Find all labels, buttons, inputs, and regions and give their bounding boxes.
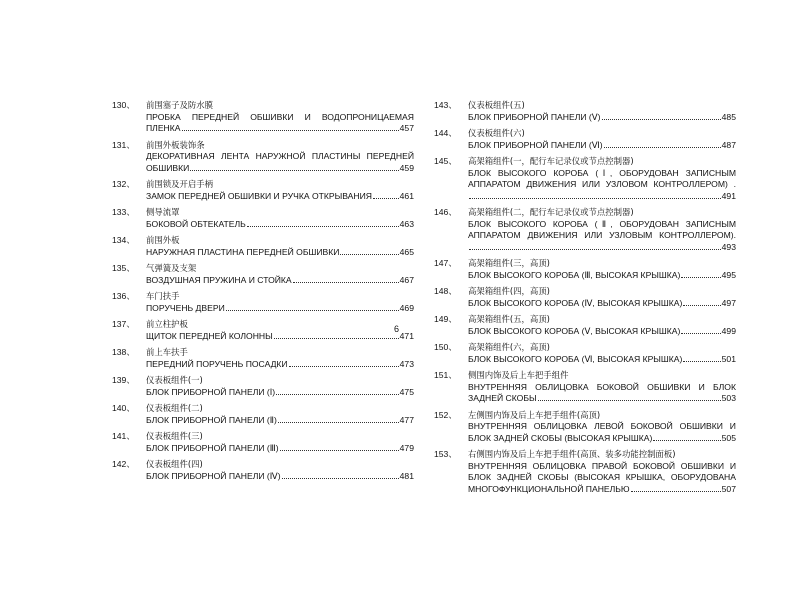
entry-leader-line [468, 112, 736, 124]
entry-leader-line [146, 387, 414, 399]
entry-number: 144、 [434, 128, 457, 138]
entry-leader-line [468, 140, 736, 152]
toc-entry[interactable] [112, 375, 414, 398]
entry-russian-line: ДЕКОРАТИВНАЯ ЛЕНТА НАРУЖНОЙ ПЛАСТИНЫ ПЕРЕДНЕЙ [146, 151, 414, 161]
entry-chinese-title: 前围塞子及防水膜 [146, 100, 213, 110]
entry-russian-title: ЩИТОК ПЕРЕДНЕЙ КОЛОННЫ [146, 330, 273, 341]
entry-russian-line: ВНУТРЕННЯЯ ОБЛИЦОВКА ПРАВОЙ БОКОВОЙ ОБШИВКИ И [468, 460, 736, 471]
dot-leader [683, 354, 720, 362]
entry-page-number: 461 [399, 190, 414, 201]
entry-number: 134、 [112, 235, 135, 245]
entry-page-number: 485 [721, 111, 736, 122]
toc-entry[interactable] [112, 347, 414, 370]
entry-russian-title: ЗАДНЕЙ СКОБЫ [468, 393, 537, 403]
entry-number: 135、 [112, 263, 135, 273]
page-number: 6 [393, 324, 399, 334]
toc-entry[interactable] [112, 431, 414, 454]
entry-chinese-title: 前立柱护板 [146, 319, 188, 329]
toc-entry[interactable] [112, 235, 414, 258]
entry-number: 140、 [112, 403, 135, 413]
toc-entry[interactable] [434, 100, 736, 123]
toc-left-column [112, 100, 414, 487]
entry-page-number: 507 [721, 483, 736, 494]
dot-leader [293, 275, 399, 283]
toc-entry[interactable] [434, 207, 736, 253]
entry-chinese-title: 高架箱组件(五，高顶) [468, 314, 550, 324]
entry-page-number: 505 [721, 432, 736, 443]
toc-entry[interactable] [434, 156, 736, 202]
toc-entry[interactable] [112, 207, 414, 230]
entry-chinese-title: 前围锁及开启手柄 [146, 179, 213, 189]
entry-chinese-title: 侧导流罩 [146, 207, 180, 217]
entry-russian-title: БЛОК ПРИБОРНОЙ ПАНЕЛИ (Ⅴ) [468, 111, 601, 122]
entry-page-number: 465 [399, 246, 414, 257]
entry-russian-line: ВНУТРЕННЯЯ ОБЛИЦОВКА БОКОВОЙ ОБШИВКИ И БЛОК [468, 381, 736, 392]
entry-leader-line [146, 219, 414, 231]
entry-russian-title: ОБШИВКИ [146, 162, 190, 173]
entry-chinese-title: 前围外板装饰条 [146, 139, 205, 150]
entry-number: 149、 [434, 314, 457, 324]
entry-leader-line [468, 393, 736, 405]
entry-chinese-title: 仪表板组件(一) [146, 375, 203, 385]
entry-page-number: 495 [721, 269, 736, 280]
entry-russian-title: БОКОВОЙ ОБТЕКАТЕЛЬ [146, 218, 246, 229]
entry-russian-title: ПЛЕНКА [146, 123, 181, 133]
entry-chinese-title: 仪表板组件(六) [468, 128, 525, 138]
entry-page-number: 469 [399, 302, 414, 313]
dot-leader [276, 387, 398, 395]
entry-russian-line: ПРОБКА ПЕРЕДНЕЙ ОБШИВКИ И ВОДОПРОНИЦАЕМАЯ [146, 111, 414, 122]
entry-russian-title: БЛОК ПРИБОРНОЙ ПАНЕЛИ (Ⅱ) [146, 414, 277, 425]
entry-number: 133、 [112, 207, 135, 217]
entry-number: 139、 [112, 375, 135, 385]
entry-russian-line: БЛОК ВЫСОКОГО КОРОБА (Ⅱ, ОБОРУДОВАН ЗАПИСНЫМ [468, 218, 736, 229]
entry-russian-title: БЛОК ПРИБОРНОЙ ПАНЕЛИ (Ⅲ) [146, 442, 279, 453]
entry-number: 137、 [112, 319, 135, 329]
entry-russian-line: АППАРАТОМ ДВИЖЕНИЯ ИЛИ УЗЛОВЫМ КОНТРОЛЛЕРОМ). [468, 230, 736, 240]
toc-entry[interactable] [434, 342, 736, 365]
entry-russian-line: АППАРАТОМ ДВИЖЕНИЯ ИЛИ УЗЛОВОМ КОНТРОЛЛЕРОМ) . [468, 179, 736, 189]
entry-leader-line [146, 303, 414, 315]
entry-page-number: 493 [721, 241, 736, 252]
entry-leader-line [146, 123, 414, 135]
entry-number: 151、 [434, 370, 457, 380]
entry-number: 138、 [112, 347, 135, 357]
entry-russian-line: БЛОК ЗАДНЕЙ СКОБЫ (ВЫСОКАЯ КРЫШКА, ОБОРУДОВАНА [468, 472, 736, 482]
entry-chinese-title: 侧围内饰及后上车把手组件 [468, 370, 569, 380]
dot-leader [247, 219, 399, 227]
entry-russian-title: БЛОК ВЫСОКОГО КОРОБА (Ⅳ, ВЫСОКАЯ КРЫШКА) [468, 297, 683, 308]
dot-leader [340, 247, 398, 255]
entry-page-number: 481 [399, 470, 414, 481]
entry-russian-title: БЛОК ПРИБОРНОЙ ПАНЕЛИ (Ⅰ) [146, 386, 276, 397]
dot-leader [373, 191, 399, 199]
entry-russian-title: БЛОК ПРИБОРНОЙ ПАНЕЛИ (Ⅵ) [468, 139, 603, 150]
entry-chinese-title: 高架箱组件(二，配行车记录仪或节点控制器) [468, 207, 634, 217]
entry-leader-line [146, 191, 414, 203]
entry-number: 148、 [434, 286, 457, 296]
entry-russian-title: ЗАМОК ПЕРЕДНЕЙ ОБШИВКИ И РУЧКА ОТКРЫВАНИЯ [146, 190, 373, 201]
entry-chinese-title: 仪表板组件(四) [146, 459, 203, 469]
entry-russian-line: ВНУТРЕННЯЯ ОБЛИЦОВКА ЛЕВОЙ БОКОВОЙ ОБШИВКИ И [468, 421, 736, 431]
entry-chinese-title: 车门扶手 [146, 291, 180, 301]
entry-russian-title: БЛОК ВЫСОКОГО КОРОБА (Ⅴ, ВЫСОКАЯ КРЫШКА) [468, 325, 681, 336]
entry-russian-title: ВОЗДУШНАЯ ПРУЖИНА И СТОЙКА [146, 274, 292, 285]
entry-chinese-title: 高架箱组件(六，高顶) [468, 342, 550, 352]
entry-russian-title: ПЕРЕДНИЙ ПОРУЧЕНЬ ПОСАДКИ [146, 358, 288, 369]
dot-leader [278, 415, 399, 423]
entry-page-number: 457 [399, 123, 414, 133]
entry-leader-line [146, 359, 414, 371]
entry-russian-title: ПОРУЧЕНЬ ДВЕРИ [146, 302, 225, 313]
entry-leader-line [468, 433, 736, 445]
entry-leader-line [146, 163, 414, 175]
entry-number: 132、 [112, 179, 135, 189]
entry-number: 130、 [112, 100, 135, 110]
entry-russian-title: МНОГОФУНКЦИОНАЛЬНОЙ ПАНЕЛЬЮ [468, 483, 630, 494]
entry-leader-line [468, 354, 736, 366]
entry-chinese-title: 仪表板组件(二) [146, 403, 203, 413]
entry-leader-line [468, 270, 736, 282]
dot-leader [683, 298, 720, 306]
dot-leader [469, 242, 721, 250]
dot-leader [282, 471, 399, 479]
entry-page-number: 497 [721, 297, 736, 308]
entry-page-number: 467 [399, 274, 414, 285]
entry-number: 146、 [434, 207, 457, 217]
dot-leader [604, 140, 721, 148]
entry-leader-line [468, 191, 736, 203]
dot-leader [631, 484, 721, 492]
toc-entry[interactable] [112, 459, 414, 482]
toc-entry[interactable] [112, 291, 414, 314]
entry-chinese-title: 仪表板组件(三) [146, 431, 203, 441]
entry-number: 142、 [112, 459, 135, 469]
entry-number: 143、 [434, 100, 457, 110]
entry-russian-title: НАРУЖНАЯ ПЛАСТИНА ПЕРЕДНЕЙ ОБШИВКИ [146, 246, 340, 257]
entry-page-number: 501 [721, 353, 736, 364]
entry-leader-line [146, 415, 414, 427]
entry-russian-title: БЛОК ПРИБОРНОЙ ПАНЕЛИ (Ⅳ) [146, 470, 281, 481]
toc-entry[interactable] [112, 140, 414, 175]
entry-russian-title: БЛОК ВЫСОКОГО КОРОБА (Ⅲ, ВЫСОКАЯ КРЫШКА) [468, 269, 681, 280]
entry-number: 147、 [434, 258, 457, 268]
entry-russian-title: БЛОК ВЫСОКОГО КОРОБА (Ⅵ, ВЫСОКАЯ КРЫШКА) [468, 353, 683, 364]
entry-chinese-title: 仪表板组件(五) [468, 100, 525, 110]
entry-page-number: 503 [721, 393, 736, 403]
dot-leader [289, 359, 399, 367]
dot-leader [182, 123, 399, 131]
entry-number: 145、 [434, 156, 457, 166]
dot-leader [190, 163, 398, 171]
entry-page-number: 487 [721, 139, 736, 150]
entry-page-number: 463 [399, 218, 414, 229]
entry-chinese-title: 气弹簧及支架 [146, 263, 197, 273]
entry-page-number: 479 [399, 442, 414, 453]
toc-entry[interactable] [434, 370, 736, 405]
dot-leader [653, 433, 720, 441]
toc-entry[interactable] [112, 403, 414, 426]
toc-entry[interactable] [434, 258, 736, 281]
entry-leader-line [468, 484, 736, 496]
entry-number: 150、 [434, 342, 457, 352]
entry-leader-line [146, 443, 414, 455]
entry-chinese-title: 左侧围内饰及后上车把手组件(高顶) [468, 409, 601, 420]
toc-entry[interactable] [112, 179, 414, 202]
entry-leader-line [146, 471, 414, 483]
dot-leader [226, 303, 399, 311]
dot-leader [280, 443, 399, 451]
entry-leader-line [468, 298, 736, 310]
entry-page-number: 491 [721, 190, 736, 201]
toc-entry[interactable] [434, 410, 736, 445]
entry-chinese-title: 右侧围内饰及后上车把手组件(高顶、装多功能控制面板) [468, 449, 676, 459]
entry-page-number: 459 [399, 162, 414, 173]
entry-chinese-title: 高架箱组件(四，高顶) [468, 286, 550, 296]
entry-page-number: 475 [399, 386, 414, 397]
toc-entry[interactable] [112, 263, 414, 286]
entry-number: 153、 [434, 449, 457, 459]
dot-leader [681, 270, 720, 278]
toc-entry[interactable] [434, 128, 736, 151]
entry-chinese-title: 前围外板 [146, 235, 180, 245]
entry-leader-line [468, 242, 736, 254]
toc-entry[interactable] [112, 100, 414, 135]
toc-entry[interactable] [434, 286, 736, 309]
entry-page-number: 477 [399, 414, 414, 425]
entry-chinese-title: 前上车扶手 [146, 347, 188, 357]
entry-leader-line [146, 247, 414, 259]
entry-russian-line: БЛОК ВЫСОКОГО КОРОБА (Ⅰ, ОБОРУДОВАН ЗАПИСНЫМ [468, 167, 736, 178]
entry-page-number: 499 [721, 325, 736, 336]
dot-leader [538, 393, 721, 401]
dot-leader [469, 191, 721, 199]
entry-chinese-title: 高架箱组件(三，高顶) [468, 258, 550, 268]
entry-number: 141、 [112, 431, 135, 441]
entry-page-number: 471 [399, 330, 414, 341]
entry-number: 131、 [112, 139, 135, 150]
entry-page-number: 473 [399, 358, 414, 369]
entry-chinese-title: 高架箱组件(一，配行车记录仪或节点控制器) [468, 156, 634, 166]
entry-leader-line [146, 275, 414, 287]
toc-entry[interactable] [434, 449, 736, 495]
dot-leader [602, 112, 721, 120]
entry-russian-title: БЛОК ЗАДНЕЙ СКОБЫ (ВЫСОКАЯ КРЫШКА) [468, 432, 653, 443]
entry-number: 136、 [112, 291, 135, 301]
toc-right-column [434, 100, 736, 500]
entry-number: 152、 [434, 409, 457, 420]
